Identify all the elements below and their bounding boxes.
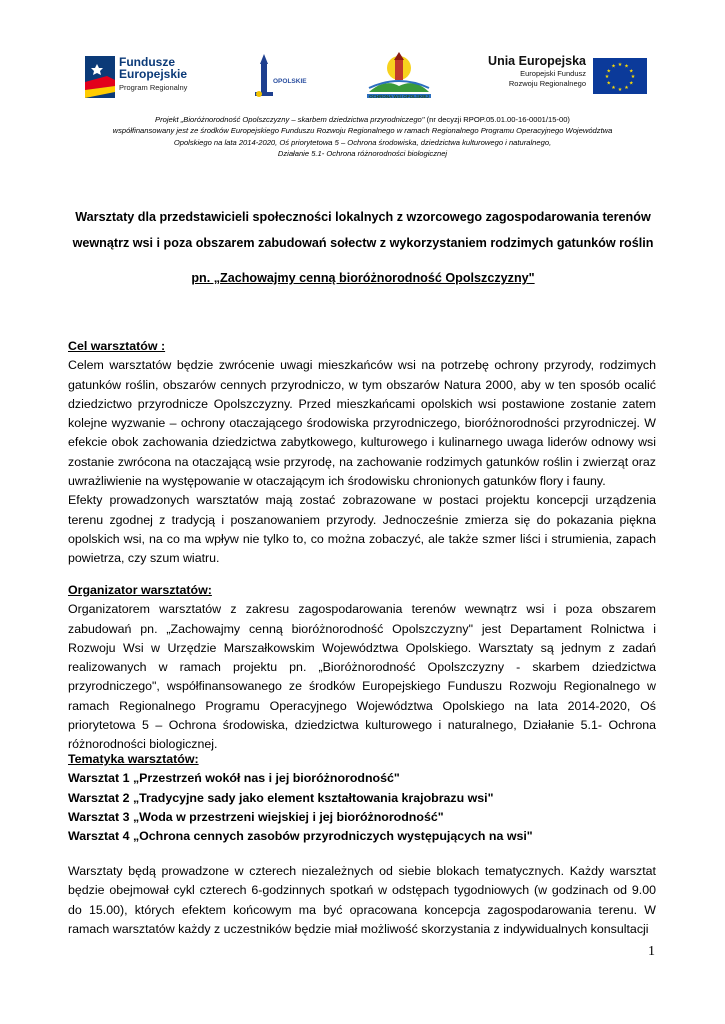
project-note-decision: (nr decyzji RPOP.05.01.00-16-0001/15-00) xyxy=(424,115,570,124)
ochrona-caption: OCHRONA WSI OPOLSKIEJ xyxy=(369,94,429,99)
eu-flag-icon xyxy=(593,58,647,94)
fe-logo-text xyxy=(119,56,187,94)
ochrona-wsi-opolskiej-logo xyxy=(365,52,433,102)
svg-text:★: ★ xyxy=(624,63,629,70)
opolskie-logo xyxy=(247,52,317,102)
page-number: 1 xyxy=(648,944,655,959)
svg-text:★: ★ xyxy=(628,80,634,87)
document-title-line1: Warsztaty dla przedstawicieli społeczności lokalnych z wzorcowego zagospodarowania terenów xyxy=(75,210,651,224)
fe-line2: Europejskie xyxy=(119,67,188,81)
fe-line3: Program Regionalny xyxy=(119,83,188,92)
svg-text:★: ★ xyxy=(606,68,612,75)
warsztat-item-3: Warsztat 3 „Woda w przestrzeni wiejskiej i jej bioróżnorodność" xyxy=(68,809,444,824)
project-note-title: Projekt „Bioróżnorodność Opolszczyzny – skarbem dziedzictwa przyrodniczego" xyxy=(155,115,425,124)
document-title-line2: wewnątrz wsi i poza obszarem zabudowań sołectw z wykorzystaniem rodzimych gatunków roślin xyxy=(72,236,654,250)
ue-title: Unia Europejska xyxy=(488,54,586,68)
svg-text:★: ★ xyxy=(617,62,623,68)
svg-text:★: ★ xyxy=(628,68,634,75)
cel-paragraph-1: Celem warsztatów będzie zwrócenie uwagi mieszkańców wsi na potrzebę ochrony przyrody, rodzimych gatunków roślin, obszarów cennych przyrodniczo, w tym obszarów Natura 2000, aby w ten sposób ocalić dziedzictwo przyrodnicze Opolszczyzny. Przed mieszkańcami opolskich wsi postawione zostanie zatem kolejne wyzwanie – ochrony otaczającego środowiska przyrodniczego, bioróżnorodności przyrodniczej. W efekcie obok zachowania dziedzictwa zabytkowego, kulturowego i kulinarnego uwaga liderów odnowy wsi zostanie zwrócona na otaczającą wsie przyrodę, na zachowanie rodzimych gatunków roślin i zwierząt oraz uwrażliwienie na występowanie w otaczającym ich środowisku chronionych gatunków flory i fauny. xyxy=(68,358,656,489)
svg-text:★: ★ xyxy=(611,63,616,70)
logo-bar xyxy=(85,52,650,102)
svg-text:★: ★ xyxy=(606,80,612,87)
organizator-paragraph: Organizatorem warsztatów z zakresu zagospodarowania terenów wewnątrz wsi i poza obszarem zabudowań pn. „Zachowajmy cenną bioróżnorodność Opolszczyzny" jest Departament Rolnictwa i Rozwoju Wsi w Urzędzie Marszałkowskim Województwa Opolskiego. Warsztaty są jednym z zadań realizowanych w ramach projektu pn. „Bioróżnorodność Opolszczyzny - skarbem dziedzictwa przyrodniczego", współfinansowanego ze środków Europejskiego Funduszu Rozwoju Regionalnego w ramach Regionalnego Programu Operacyjnego Województwa Opolskiego na lata 2014-2020, Oś priorytetowa 5 – Ochrona środowiska, dziedzictwa kulturowego i naturalnego, Działanie 5.1- Ochrona różnorodności biologicznej. xyxy=(68,602,656,752)
cel-heading: Cel warsztatów : xyxy=(68,339,166,353)
warsztat-item-1: Warsztat 1 „Przestrzeń wokół nas i jej bioróżnorodność" xyxy=(68,771,400,786)
cel-section xyxy=(68,337,656,569)
opolskie-name: OPOLSKIE xyxy=(273,78,307,85)
project-note xyxy=(80,114,645,159)
svg-text:★: ★ xyxy=(617,87,623,93)
closing-section xyxy=(68,862,656,939)
project-note-line1 xyxy=(80,114,645,125)
svg-text:★: ★ xyxy=(604,74,610,80)
tematyka-section xyxy=(68,750,656,846)
cel-paragraph-2: Efekty prowadzonych warsztatów mają zostać zobrazowane w postaci projektu koncepcji urządzenia terenu zgodnej z tradycją i poszanowaniem przyrody. Jednocześnie zmierza się do pokazania piękna opolskich wsi, na co ma wpływ nie tylko to, co można zobaczyć, ale także szmer liści i strumienia, zapach powietrza, czy szum wiatru. xyxy=(68,493,656,566)
document-title-line3: pn. „Zachowajmy cenną bioróżnorodność Opolszczyzny" xyxy=(191,271,535,285)
project-note-line4: Działanie 5.1- Ochrona różnorodności biologicznej xyxy=(277,148,448,158)
project-note-line2: współfinansowany jest ze środków Europejskiego Funduszu Rozwoju Regionalnego w ramach Regionalnego Programu Operacyjnego Województwa xyxy=(112,126,613,136)
fundusze-europejskie-logo xyxy=(85,52,215,102)
warsztat-item-4: Warsztat 4 „Ochrona cennych zasobów przyrodniczych występujących na wsi" xyxy=(68,829,533,844)
organizator-heading: Organizator warsztatów: xyxy=(68,583,212,597)
ue-logo-text xyxy=(483,54,586,89)
svg-text:★: ★ xyxy=(624,85,629,92)
project-note-line3: Opolskiego na lata 2014-2020, Oś priorytetowa 5 – Ochrona środowiska, dziedzictwa kulturowego i naturalnego, xyxy=(173,137,552,147)
organizator-section xyxy=(68,581,656,755)
fe-star-flag-icon xyxy=(85,56,117,98)
fe-line1: Fundusze xyxy=(119,55,175,69)
opolskie-tower-icon xyxy=(253,54,275,100)
ue-line2: Europejski Fundusz xyxy=(520,69,586,78)
svg-text:★: ★ xyxy=(611,85,616,92)
tematyka-heading: Tematyka warsztatów: xyxy=(68,752,199,766)
ue-line3: Rozwoju Regionalnego xyxy=(508,79,586,88)
svg-text:★: ★ xyxy=(630,74,636,80)
unia-europejska-logo xyxy=(483,52,653,102)
closing-paragraph: Warsztaty będą prowadzone w czterech niezależnych od siebie blokach tematycznych. Każdy warsztat będzie obejmował cykl czterech 6-godzinnych spotkań w odstępach tygodniowych (w godzinach od 9.00 do 15.00), których efektem końcowym ma być opracowana koncepcja zagospodarowania terenu. W ramach warsztatów każdy z uczestników będzie miał możliwość skorzystania z indywidualnych konsultacji xyxy=(68,864,656,936)
warsztat-item-2: Warsztat 2 „Tradycyjne sady jako element kształtowania krajobrazu wsi" xyxy=(68,790,494,805)
